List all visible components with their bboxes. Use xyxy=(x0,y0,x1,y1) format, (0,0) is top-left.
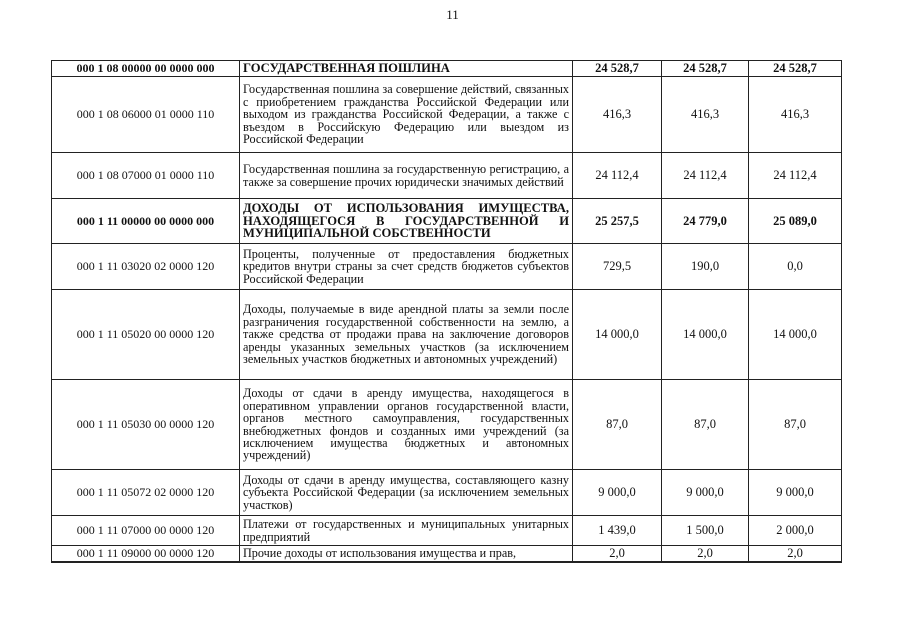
value-year-1-cell: 2,0 xyxy=(573,546,662,562)
value-year-1-cell: 1 439,0 xyxy=(573,516,662,546)
budget-code-cell: 000 1 08 00000 00 0000 000 xyxy=(52,61,240,77)
revenue-name-cell: ГОСУДАРСТВЕННАЯ ПОШЛИНА xyxy=(240,61,573,77)
revenue-name-cell: ДОХОДЫ ОТ ИСПОЛЬЗОВАНИЯ ИМУЩЕСТВА, НАХОДЯЩЕГОСЯ В ГОСУДАРСТВЕННОЙ И МУНИЦИПАЛЬНОЙ СОБСТВЕННОСТИ xyxy=(240,199,573,244)
value-year-2-cell: 416,3 xyxy=(662,77,749,153)
value-year-2-cell: 1 500,0 xyxy=(662,516,749,546)
value-year-1-cell: 416,3 xyxy=(573,77,662,153)
revenue-table xyxy=(51,60,842,563)
value-year-3-cell: 2 000,0 xyxy=(749,516,842,546)
value-year-3-cell: 24 112,4 xyxy=(749,153,842,199)
value-year-3-cell: 24 528,7 xyxy=(749,61,842,77)
budget-code-cell: 000 1 08 07000 01 0000 110 xyxy=(52,153,240,199)
value-year-2-cell: 2,0 xyxy=(662,546,749,562)
budget-code-cell: 000 1 11 00000 00 0000 000 xyxy=(52,199,240,244)
value-year-3-cell: 0,0 xyxy=(749,244,842,290)
value-year-2-cell: 24 779,0 xyxy=(662,199,749,244)
budget-code-cell: 000 1 11 05072 02 0000 120 xyxy=(52,470,240,516)
table-row xyxy=(52,290,842,380)
revenue-name-cell: Государственная пошлина за государственную регистрацию, а также за совершение прочих юридически значимых действий xyxy=(240,153,573,199)
table-row xyxy=(52,470,842,516)
value-year-1-cell: 25 257,5 xyxy=(573,199,662,244)
table-row xyxy=(52,380,842,470)
value-year-1-cell: 9 000,0 xyxy=(573,470,662,516)
value-year-3-cell: 14 000,0 xyxy=(749,290,842,380)
page-number: 11 xyxy=(446,7,459,22)
budget-code-cell: 000 1 11 09000 00 0000 120 xyxy=(52,546,240,562)
budget-code-cell: 000 1 11 07000 00 0000 120 xyxy=(52,516,240,546)
revenue-table-body xyxy=(52,61,842,562)
revenue-name-cell: Доходы от сдачи в аренду имущества, составляющего казну субъекта Российской Федерации (за исключением земельных участков) xyxy=(240,470,573,516)
revenue-name-cell: Доходы от сдачи в аренду имущества, находящегося в оперативном управлении органов государственной власти, органов местного самоуправления, государственных внебюджетных фондов и созданных ими учреждений (за исключением имущества бюджетных и автономных учреждений) xyxy=(240,380,573,470)
value-year-2-cell: 24 528,7 xyxy=(662,61,749,77)
value-year-1-cell: 24 528,7 xyxy=(573,61,662,77)
value-year-2-cell: 14 000,0 xyxy=(662,290,749,380)
budget-code-cell: 000 1 11 05030 00 0000 120 xyxy=(52,380,240,470)
value-year-2-cell: 9 000,0 xyxy=(662,470,749,516)
table-row xyxy=(52,516,842,546)
value-year-1-cell: 729,5 xyxy=(573,244,662,290)
revenue-name-cell: Доходы, получаемые в виде арендной платы за земли после разграничения государственной собственности на землю, а также средства от продажи права на заключение договоров аренды указанных земельных участков (за исключением земельных участков бюджетных и автономных учреждений) xyxy=(240,290,573,380)
revenue-name-cell: Проценты, полученные от предоставления бюджетных кредитов внутри страны за счет средств бюджетов субъектов Российской Федерации xyxy=(240,244,573,290)
table-row xyxy=(52,153,842,199)
value-year-1-cell: 14 000,0 xyxy=(573,290,662,380)
value-year-3-cell: 9 000,0 xyxy=(749,470,842,516)
value-year-2-cell: 87,0 xyxy=(662,380,749,470)
value-year-3-cell: 25 089,0 xyxy=(749,199,842,244)
table-row xyxy=(52,546,842,562)
value-year-2-cell: 24 112,4 xyxy=(662,153,749,199)
value-year-3-cell: 87,0 xyxy=(749,380,842,470)
value-year-3-cell: 2,0 xyxy=(749,546,842,562)
value-year-2-cell: 190,0 xyxy=(662,244,749,290)
revenue-name-cell: Прочие доходы от использования имущества и прав, xyxy=(240,546,573,562)
budget-code-cell: 000 1 11 05020 00 0000 120 xyxy=(52,290,240,380)
value-year-3-cell: 416,3 xyxy=(749,77,842,153)
table-row xyxy=(52,244,842,290)
budget-code-cell: 000 1 08 06000 01 0000 110 xyxy=(52,77,240,153)
table-row xyxy=(52,199,842,244)
value-year-1-cell: 24 112,4 xyxy=(573,153,662,199)
table-row xyxy=(52,61,842,77)
revenue-name-cell: Государственная пошлина за совершение действий, связанных с приобретением гражданства Российской Федерации или выходом из гражданства Российской Федерации, а также с въездом в Российскую Федерацию или выездом из Российской Федерации xyxy=(240,77,573,153)
budget-code-cell: 000 1 11 03020 02 0000 120 xyxy=(52,244,240,290)
revenue-name-cell: Платежи от государственных и муниципальных унитарных предприятий xyxy=(240,516,573,546)
value-year-1-cell: 87,0 xyxy=(573,380,662,470)
table-row xyxy=(52,77,842,153)
